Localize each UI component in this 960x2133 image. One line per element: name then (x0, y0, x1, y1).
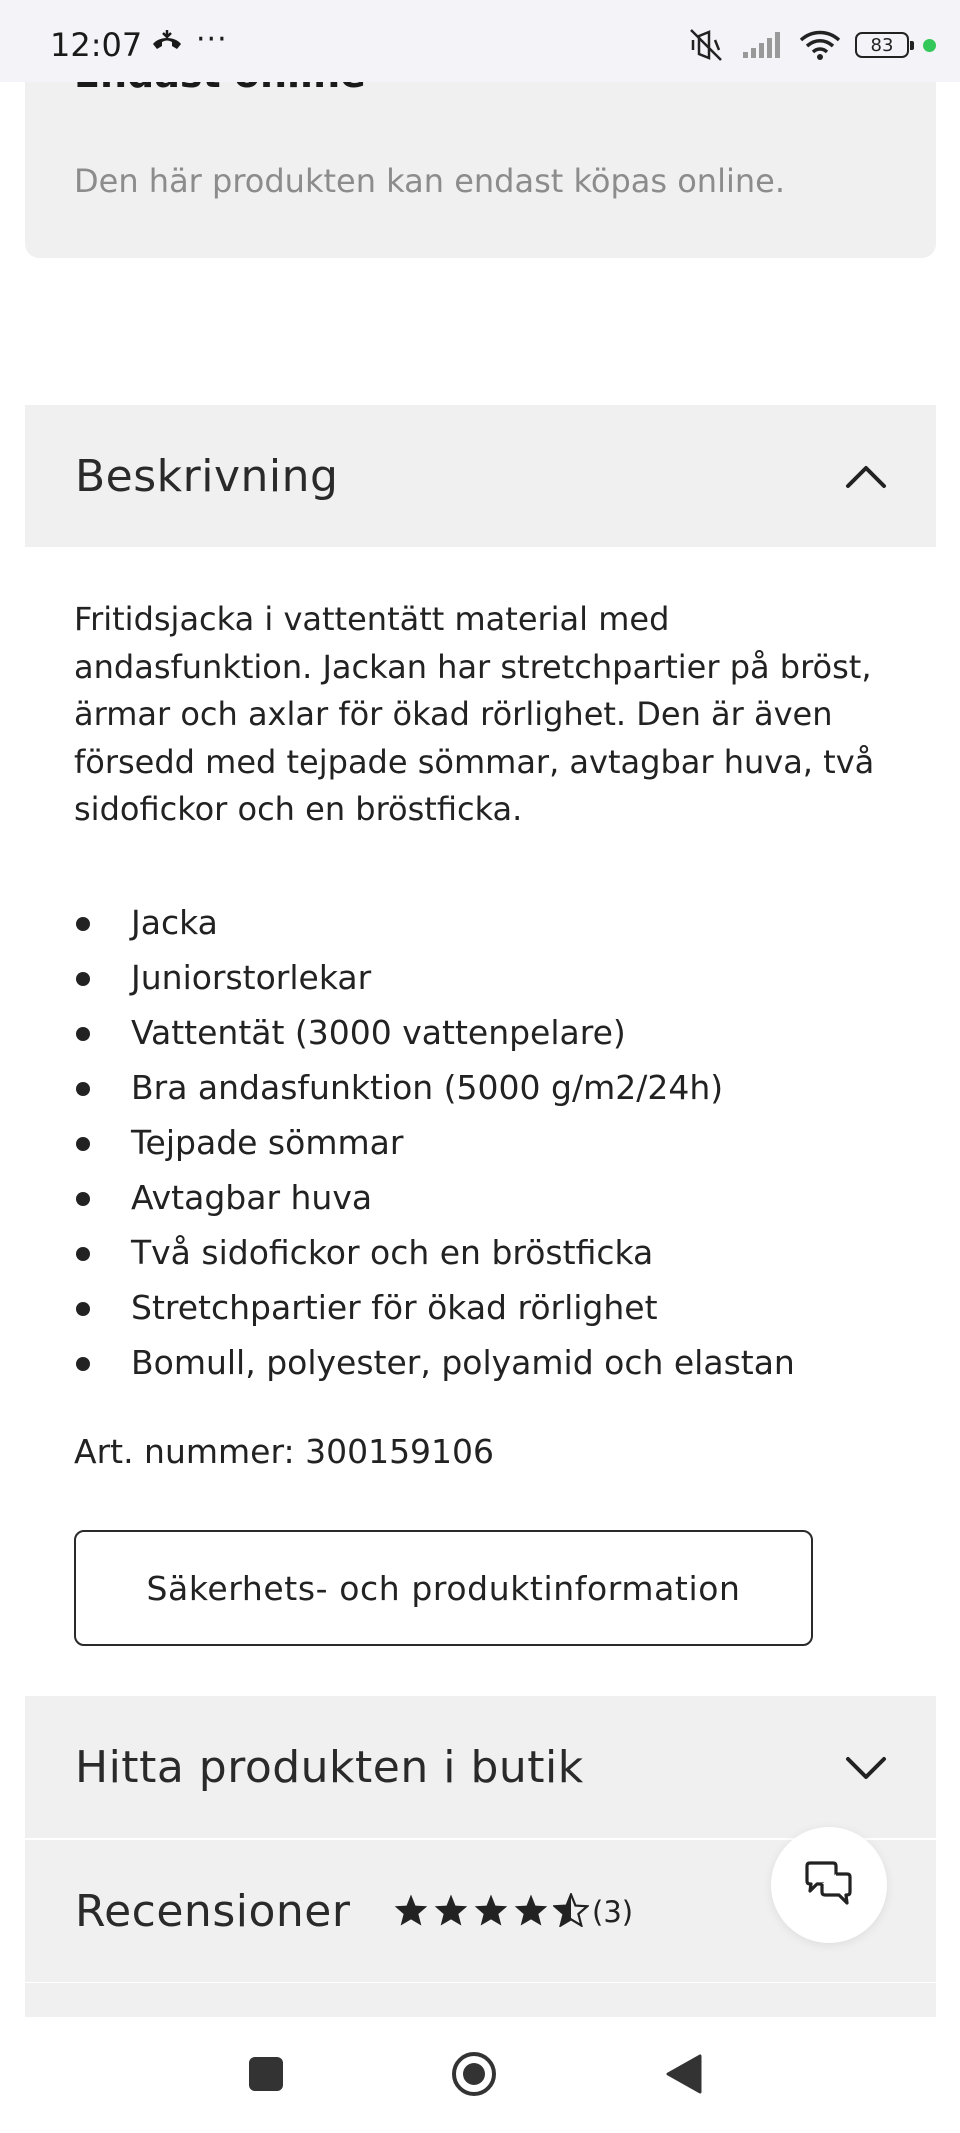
chevron-up-icon (844, 454, 888, 498)
call-icon (150, 28, 184, 56)
feature-item: Avtagbar huva (74, 1170, 795, 1225)
feature-item: Tejpade sömmar (74, 1115, 795, 1170)
battery-icon (855, 32, 909, 58)
description-accordion-header[interactable] (25, 405, 936, 547)
review-count: (3) (592, 1895, 634, 1929)
status-more-dots: ··· (196, 22, 228, 57)
star-icon (513, 1893, 549, 1927)
feature-item: Bra andasfunktion (5000 g/m2/24h) (74, 1060, 795, 1115)
feature-item: Jacka (74, 895, 795, 950)
star-icon (393, 1893, 429, 1927)
find-in-store-title: Hitta produkten i butik (75, 1741, 584, 1793)
feature-item: Juniorstorlekar (74, 950, 795, 1005)
recents-icon[interactable] (249, 2057, 283, 2091)
status-time: 12:07 (50, 26, 143, 64)
battery-level: 83 (870, 34, 894, 56)
find-in-store-accordion-header[interactable] (25, 1696, 936, 1838)
feature-list (74, 895, 795, 1390)
home-icon[interactable] (451, 2051, 497, 2097)
article-number: Art. nummer: 300159106 (74, 1432, 495, 1471)
star-icon (433, 1893, 469, 1927)
feature-item: Bomull, polyester, polyamid och elastan (74, 1335, 795, 1390)
online-only-card (25, 60, 936, 258)
status-icons (687, 28, 936, 62)
status-bar (0, 0, 960, 82)
privacy-indicator-dot (923, 39, 936, 52)
feature-item: Vattentät (3000 vattenpelare) (74, 1005, 795, 1060)
back-icon[interactable] (664, 2052, 704, 2096)
feature-item: Två sidofickor och en bröstficka (74, 1225, 795, 1280)
description-title: Beskrivning (75, 450, 339, 502)
star-rating (393, 1893, 589, 1927)
mute-icon (687, 28, 727, 62)
next-section-partial (25, 1983, 936, 2017)
feature-item: Stretchpartier för ökad rörlighet (74, 1280, 795, 1335)
safety-info-button[interactable]: Säkerhets- och produktinformation (74, 1530, 813, 1646)
description-text: Fritidsjacka i vattentätt material med andasfunktion. Jackan har stretchpartier på bröst, ärmar och axlar för ökad rörlighet. Den är även försedd med tejpade sömmar, avtagbar huva, två sidofickor och en bröstficka. (74, 600, 875, 828)
online-only-text: Den här produkten kan endast köpas online. (74, 162, 785, 200)
chat-icon (803, 1860, 855, 1910)
reviews-title: Recensioner (75, 1885, 351, 1937)
signal-icon (741, 30, 785, 60)
half-star-icon (553, 1893, 589, 1927)
wifi-icon (799, 29, 841, 61)
star-icon (473, 1893, 509, 1927)
chat-button[interactable] (771, 1827, 887, 1943)
chevron-down-icon (844, 1745, 888, 1789)
